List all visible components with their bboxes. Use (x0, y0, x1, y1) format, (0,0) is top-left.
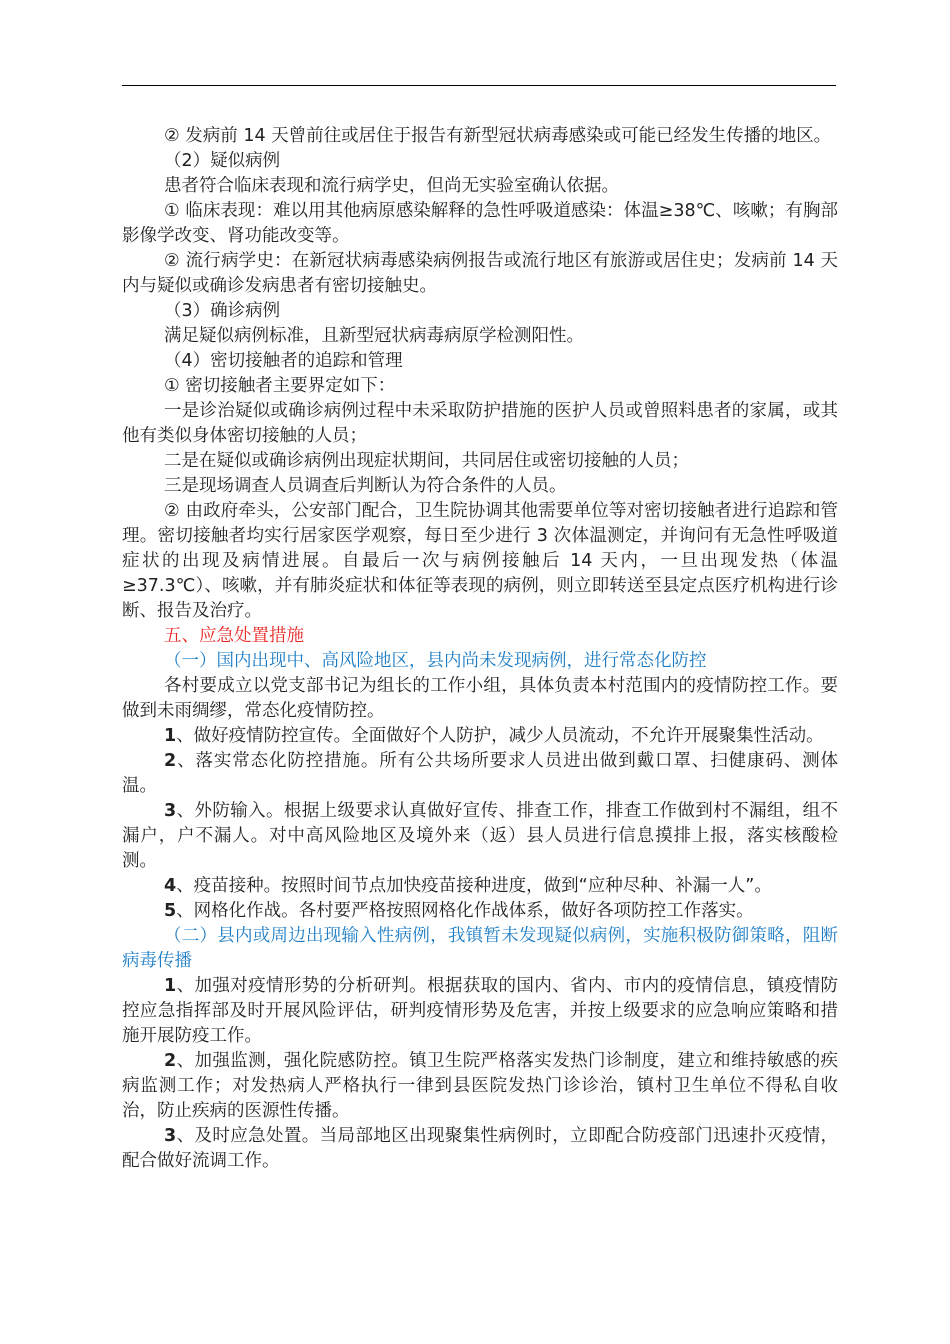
numbered-paragraph (122, 724, 838, 749)
item-number: 4 (164, 876, 177, 896)
paragraph: （2）疑似病例 (164, 151, 281, 171)
numbered-paragraph (122, 1049, 838, 1124)
item-text: 、加强监测，强化院感防控。镇卫生院严格落实发热门诊制度，建立和维持敏感的疾病监测工作；对发热病人严格执行一律到县医院发热门诊诊治，镇村卫生单位不得私自收治，防止疾病的医源性传播。 (122, 1051, 838, 1121)
paragraph: 一是诊治疑似或确诊病例过程中未采取防护措施的医护人员或曾照料患者的家属，或其他有类似身体密切接触的人员； (122, 401, 838, 446)
paragraph: 患者符合临床表现和流行病学史，但尚无实验室确认依据。 (164, 176, 619, 196)
item-number: 1 (164, 976, 177, 996)
item-number: 1 (164, 726, 177, 746)
subsection-heading: （一）国内出现中、高风险地区，县内尚未发现病例，进行常态化防控 (164, 651, 707, 671)
paragraph: ② 发病前 14 天曾前往或居住于报告有新型冠状病毒感染或可能已经发生传播的地区。 (164, 126, 832, 146)
item-number: 3 (164, 801, 177, 821)
item-number: 5 (164, 901, 177, 921)
item-text: 、加强对疫情形势的分析研判。根据获取的国内、省内、市内的疫情信息，镇疫情防控应急指挥部及时开展风险评估，研判疫情形势及危害，并按上级要求的应急响应策略和措施开展防疫工作。 (122, 976, 838, 1046)
numbered-paragraph (122, 1124, 838, 1174)
paragraph: ② 由政府牵头，公安部门配合，卫生院协调其他需要单位等对密切接触者进行追踪和管理。密切接触者均实行居家医学观察，每日至少进行 3 次体温测定，并询问有无急性呼吸道症状的出现及病情进展。自最后一次与病例接触后 14 天内，一旦出现发热（体温≥37.3℃）、咳嗽，并有肺炎症状和体征等表现的病例，则立即转送至县定点医疗机构进行诊断、报告及治疗。 (122, 501, 838, 621)
subsection-heading: （二）县内或周边出现输入性病例，我镇暂未发现疑似病例，实施积极防御策略，阻断病毒传播 (122, 926, 838, 971)
paragraph: 各村要成立以党支部书记为组长的工作小组，具体负责本村范围内的疫情防控工作。要做到未雨绸缪，常态化疫情防控。 (122, 676, 838, 721)
paragraph: （4）密切接触者的追踪和管理 (164, 351, 403, 371)
paragraph: 三是现场调查人员调查后判断认为符合条件的人员。 (164, 476, 567, 496)
header-rule (122, 85, 836, 86)
numbered-paragraph (122, 974, 838, 1049)
item-text: 、及时应急处置。当局部地区出现聚集性病例时，立即配合防疫部门迅速扑灭疫情，配合做好流调工作。 (122, 1126, 838, 1171)
paragraph: ② 流行病学史：在新冠状病毒感染病例报告或流行地区有旅游或居住史；发病前 14 天内与疑似或确诊发病患者有密切接触史。 (122, 251, 838, 296)
item-text: 、疫苗接种。按照时间节点加快疫苗接种进度，做到“应种尽种、补漏一人”。 (176, 876, 772, 896)
paragraph: （3）确诊病例 (164, 301, 281, 321)
item-text: 、外防输入。根据上级要求认真做好宣传、排查工作，排查工作做到村不漏组，组不漏户，户不漏人。对中高风险地区及境外来（返）县人员进行信息摸排上报，落实核酸检测。 (122, 801, 838, 871)
paragraph: 满足疑似病例标准，且新型冠状病毒病原学检测阳性。 (164, 326, 584, 346)
numbered-paragraph (122, 899, 838, 924)
numbered-paragraph (122, 799, 838, 874)
item-text: 、落实常态化防控措施。所有公共场所要求人员进出做到戴口罩、扫健康码、测体温。 (122, 751, 838, 796)
item-number: 2 (164, 1051, 177, 1071)
item-number: 2 (164, 751, 177, 771)
document-body (122, 124, 838, 1174)
numbered-paragraph (122, 874, 838, 899)
item-text: 、做好疫情防控宣传。全面做好个人防护，减少人员流动，不允许开展聚集性活动。 (176, 726, 824, 746)
item-text: 、网格化作战。各村要严格按照网格化作战体系，做好各项防控工作落实。 (176, 901, 754, 921)
paragraph: 二是在疑似或确诊病例出现症状期间，共同居住或密切接触的人员； (164, 451, 689, 471)
section-heading: 五、应急处置措施 (164, 626, 304, 646)
numbered-paragraph (122, 749, 838, 799)
paragraph: ① 临床表现：难以用其他病原感染解释的急性呼吸道感染：体温≥38℃、咳嗽；有胸部影像学改变、肾功能改变等。 (122, 201, 838, 246)
item-number: 3 (164, 1126, 177, 1146)
paragraph: ① 密切接触者主要界定如下： (164, 376, 396, 396)
